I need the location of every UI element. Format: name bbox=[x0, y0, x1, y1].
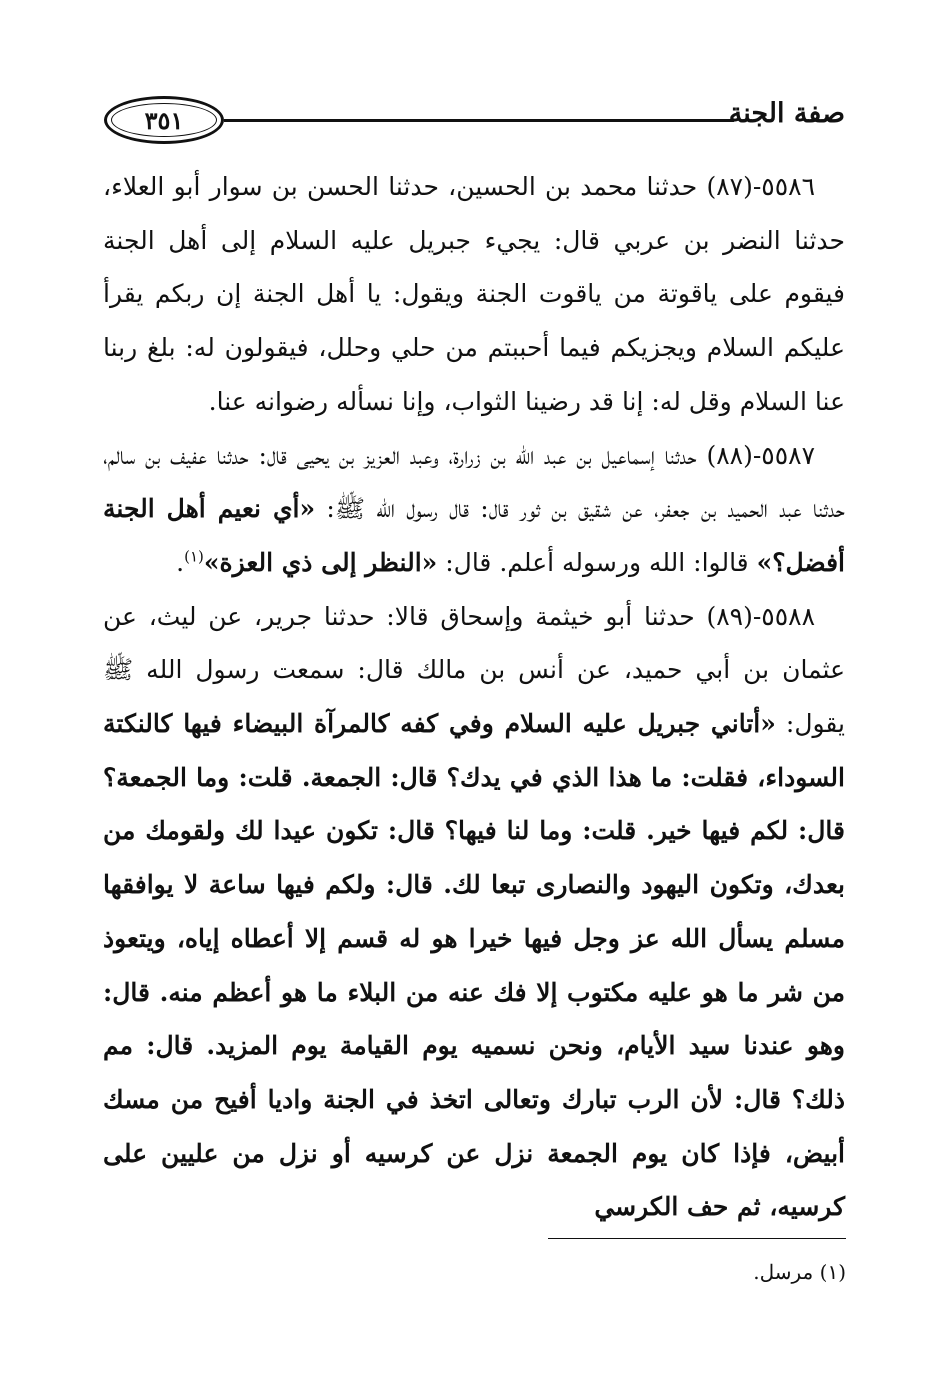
page-number: ٣٥١ bbox=[144, 105, 184, 135]
sentence-end: . bbox=[176, 547, 185, 577]
page-number-frame bbox=[104, 96, 224, 144]
hadith-paragraph bbox=[103, 160, 845, 429]
footnote bbox=[753, 1260, 846, 1284]
prophetic-quote: «النظر إلى ذي العزة» bbox=[203, 547, 438, 577]
footnote-text: مرسل. bbox=[753, 1260, 814, 1284]
header-rule bbox=[224, 119, 734, 122]
hadith-text: قالوا: الله ورسوله أعلم. قال: bbox=[437, 547, 757, 577]
main-text bbox=[103, 160, 845, 1234]
footnote-reference[interactable]: (١) bbox=[184, 547, 204, 566]
hadith-text: ٥٥٨٧-(٨٨) حدثنا إسماعيل بن عبد الله بن زرارة، وعبد العزيز بن يحيى قال: حدثنا عفيف بن سالم، حدثنا عبد الحميد بن جعفر، عن شقيق بن ثور قال: قال رسول الله ﷺ: bbox=[103, 440, 845, 524]
hadith-text: ٥٥٨٨-(٨٩) حدثنا أبو خيثمة وإسحاق قالا: حدثنا جرير، عن ليث، عن عثمان بن أبي حميد، عن أنس بن مالك قال: سمعت رسول الله ﷺ يقول: bbox=[103, 601, 846, 739]
hadith-paragraph bbox=[103, 429, 845, 590]
prophetic-quote: «أي نعيم أهل الجنة أفضل؟» bbox=[103, 494, 845, 577]
footnote-separator bbox=[548, 1238, 846, 1239]
page-header bbox=[100, 88, 845, 158]
hadith-text: ٥٥٨٦-(٨٧) حدثنا محمد بن الحسين، حدثنا الحسن بن سوار أبو العلاء، حدثنا النضر بن عربي قال: يجيء جبريل عليه السلام إلى أهل الجنة فيقوم على ياقوتة من ياقوت الجنة ويقول: يا أهل الجنة إن ربكم يقرأ عليكم السلام ويجزيكم فيما أحببتم من حلي وحلل، فيقولون له: بلغ ربنا عنا السلام وقل له: إنا قد رضينا الثواب، وإنا نسأله رضوانه عنا. bbox=[103, 172, 845, 416]
running-title: صفة الجنة bbox=[728, 98, 845, 129]
hadith-paragraph bbox=[103, 590, 845, 1234]
footnote-marker: (١) bbox=[819, 1260, 846, 1284]
prophetic-quote: «أتاني جبريل عليه السلام وفي كفه كالمرآة البيضاء فيها كالنكتة السوداء، فقلت: ما هذا الذي في يدك؟ قال: الجمعة. قلت: وما الجمعة؟ قال: لكم فيها خير. قلت: وما لنا فيها؟ قال: تكون عيدا لك ولقومك من بعدك، وتكون اليهود والنصارى تبعا لك. قال: ولكم فيها ساعة لا يوافقها مسلم يسأل الله عز وجل فيها خيرا هو له قسم إلا أعطاه إياه، ويتعوذ من شر ما هو عليه مكتوب إلا فك عنه من البلاء ما هو أعظم منه. قال: وهو عندنا سيد الأيام، ونحن نسميه يوم القيامة يوم المزيد. قال: مم ذلك؟ قال: لأن الرب تبارك وتعالى اتخذ في الجنة واديا أفيح من مسك أبيض، فإذا كان يوم الجمعة نزل عن كرسيه أو نزل من عليين على كرسيه، ثم حف الكرسي bbox=[103, 709, 845, 1222]
